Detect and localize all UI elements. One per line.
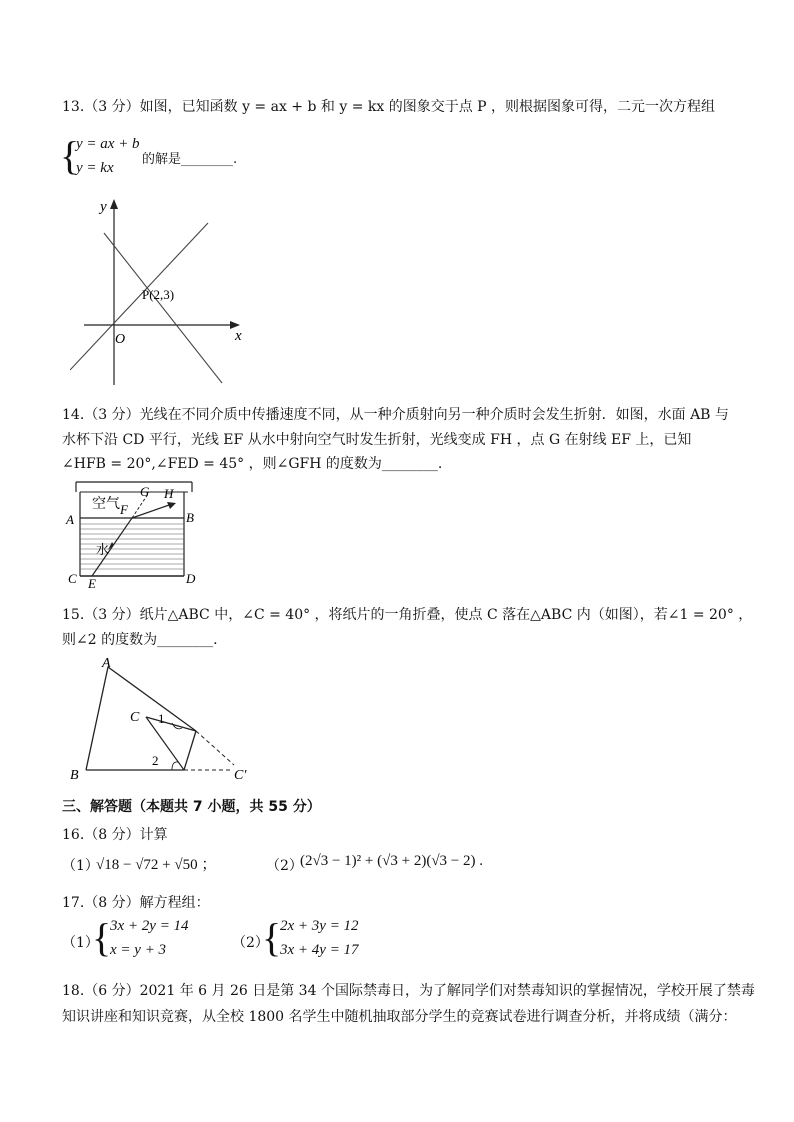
- q18-text-line2: 知识讲座和知识竞赛，从全校 1800 名学生中随机抽取部分学生的竞赛试卷进行调查分析，并将成绩（满分：: [62, 1009, 737, 1025]
- q13-point-label: P(2,3): [142, 287, 175, 302]
- q13-eq1: y = ax + b: [76, 136, 140, 152]
- q16-part1-expr: √18 − √72 + √50 ；: [96, 857, 217, 873]
- q15-flap-upper: [146, 717, 196, 731]
- q14-label-D: D: [186, 571, 196, 586]
- q17-part1-brace: {: [92, 915, 112, 960]
- q14-label-H: H: [164, 486, 174, 501]
- q15-label-A: A: [102, 656, 111, 671]
- q14-label-C: C: [68, 571, 77, 586]
- q16-part1-label: （1）: [62, 858, 99, 874]
- q13-line-kx: [70, 223, 208, 370]
- q17-part1-label: （1）: [62, 935, 99, 951]
- q14-water-label: 水: [96, 542, 110, 557]
- q15-side-A-fold: [108, 667, 196, 731]
- q16-part2-label: （2）: [266, 858, 303, 874]
- q17-part1: [62, 916, 242, 966]
- q15-fold-line: [184, 731, 196, 770]
- q13-y-arrow: [110, 199, 118, 209]
- q13-line-axb: [104, 233, 222, 383]
- q14-label-G: G: [140, 484, 150, 499]
- q17-part2-eq2: 3x + 4y = 17: [280, 942, 359, 958]
- q15-dash-upper: [196, 731, 234, 765]
- q13-y-label: y: [100, 199, 107, 215]
- q14-label-E: E: [88, 576, 96, 590]
- q13-text-line1: 13.（3 分）如图，已知函数 y = ax + b 和 y = kx 的图象交于点 P ，则根据图象可得，二元一次方程组: [62, 99, 716, 115]
- q16-title: 16.（8 分）计算: [62, 827, 168, 843]
- q14-label-A: A: [66, 512, 74, 527]
- q13-figure: [70, 195, 260, 390]
- q17-part2: [232, 916, 412, 966]
- q15-label-B: B: [70, 768, 79, 783]
- q14-text-line2: 水杯下沿 CD 平行，光线 EF 从水中射向空气时发生折射，光线变成 FH ，点 G 在射线 EF 上，已知: [62, 432, 692, 448]
- q14-label-B: B: [186, 510, 194, 525]
- q14-ray-FH: [132, 504, 172, 518]
- q17-part2-eq1: 2x + 3y = 12: [280, 918, 359, 934]
- q15-figure: [66, 655, 266, 785]
- q13-eq2: y = kx: [76, 160, 114, 176]
- q17-part1-eq2: x = y + 3: [110, 942, 167, 958]
- q15-label-Cprime: C′: [234, 768, 247, 783]
- q13-brace: {: [60, 133, 80, 178]
- q16-part2-expr: (2√3 − 1)² + (√3 + 2)(√3 − 2) .: [300, 853, 484, 869]
- q14-text-line3: ∠HFB = 20°,∠FED = 45° ，则∠GFH 的度数为________.: [62, 456, 443, 472]
- q14-figure: [64, 480, 214, 590]
- q13-origin-label: O: [115, 332, 126, 347]
- q17-part2-label: （2）: [232, 935, 269, 951]
- q17-part1-eq1: 3x + 2y = 14: [110, 918, 189, 934]
- q14-text-line1: 14.（3 分）光线在不同介质中传播速度不同，从一种介质射向另一种介质时会发生折射．如图，水面 AB 与: [62, 407, 729, 423]
- q15-label-C: C: [130, 710, 140, 725]
- q15-label-1: 1: [158, 711, 165, 726]
- q15-text-line2: 则∠2 的度数为________.: [62, 632, 218, 648]
- q15-text-line1: 15.（3 分）纸片△ABC 中，∠C = 40° ，将纸片的一角折叠，使点 C 落在△ABC 内（如图），若∠1 = 20° ，: [62, 607, 753, 623]
- q15-side-AB: [86, 667, 108, 770]
- q14-air-label: 空气: [92, 497, 120, 512]
- q18-text-line1: 18.（6 分）2021 年 6 月 26 日是第 34 个国际禁毒日，为了解同学们对禁毒知识的掌握情况，学校开展了禁毒: [62, 983, 755, 999]
- q13-tail: 的解是________.: [142, 152, 238, 167]
- section3-heading: 三、解答题（本题共 7 小题，共 55 分）: [62, 799, 321, 815]
- q14-label-F: F: [120, 502, 128, 517]
- q17-part2-brace: {: [262, 915, 282, 960]
- q13-x-label: x: [235, 328, 242, 344]
- q15-angle2-mark: [172, 762, 178, 770]
- q17-title: 17.（8 分）解方程组：: [62, 895, 210, 911]
- q13-equation-system: [60, 134, 260, 184]
- q15-label-2: 2: [152, 753, 159, 768]
